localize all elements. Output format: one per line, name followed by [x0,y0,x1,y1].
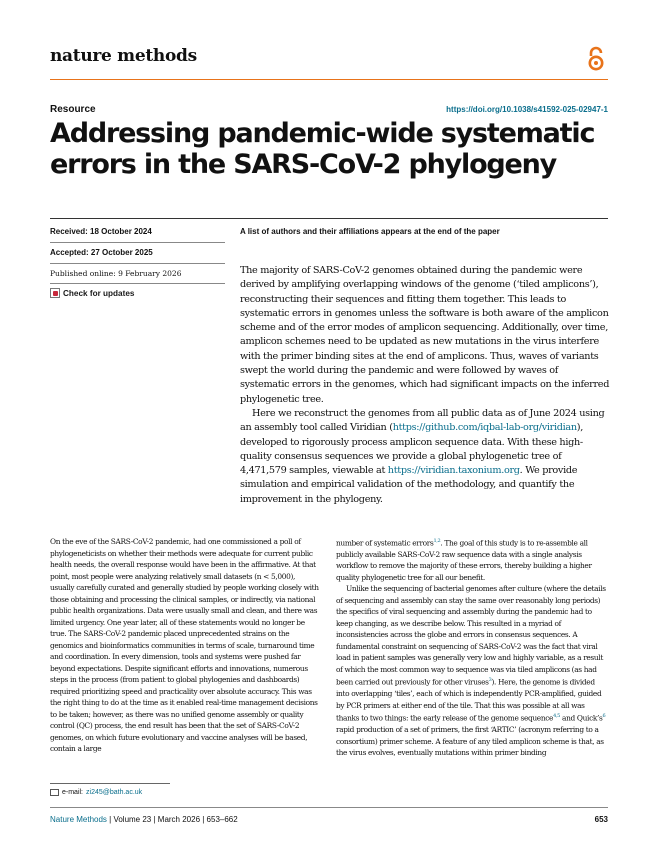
footer-citation [50,815,238,824]
footer-journal-name[interactable]: Nature Methods [50,815,107,824]
article-title: Addressing pandemic-wide systematic errors in the SARS-CoV-2 phylogeny [50,118,595,180]
meta-divider [50,283,225,284]
abstract-text: . We provide simulation and empirical validation of the methodology, and quantify the improvement in the phylogeny. [240,465,578,505]
check-for-updates-button[interactable] [50,288,134,298]
abstract-text: ), developed to rigorously process amplicon sequence data. With these high-quality consensus sequences we provide a global phylogenetic tree of 4,471,579 samples, viewable at [240,422,583,477]
footer-issue: | Volume 23 | March 2026 | 653–662 [106,815,238,824]
citation-link[interactable]: 1,2 [433,538,441,544]
abstract-text: Here we reconstruct the genomes from all public data as of June 2024 using an assembly tool called Viridian ( [240,407,605,434]
body-column-left [50,536,320,755]
doi-link[interactable]: https://doi.org/10.1038/s41592-025-02947-1 [446,105,608,114]
body-text: . The goal of this study is to re-assemble all publicly available SARS-CoV-2 raw sequence data with a single analysis workflow to remove the majority of these errors, thereby building a higher quality phylogenetic tree for all our benefit. [336,538,592,582]
citation-link[interactable]: 4,5 [553,713,561,720]
email-label: e-mail: [62,789,84,796]
article-type: Resource [50,104,96,115]
github-link[interactable]: https://github.com/iqbal-lab-org/viridian [392,422,577,434]
check-for-updates-label: Check for updates [63,288,135,298]
open-access-icon [585,46,607,72]
abstract-paragraph-2 [240,407,610,507]
meta-divider [50,263,225,264]
taxonium-link[interactable]: https://viridian.taxonium.org [387,465,520,477]
body-text: number of systematic errors [336,538,434,548]
body-paragraph [336,536,606,583]
envelope-icon [50,789,59,796]
footer-divider [50,807,608,808]
published-date: Published online: 9 February 2026 [50,269,182,278]
body-text: Unlike the sequencing of bacterial genomes after culture (where the details of sequencing and assembly can stay the same over reasonably long periods) the specifics of viral sequencing and assembly during the pandemic had to keep changing, as we describe below. This resulted in a myriad of inconsistencies across the globe and errors in consensus sequences. A fundamental constraint on sequencing of SARS-CoV-2 was the fact that viral load in patient samples was generally very low and highly variable, as a result of which the most common way to sequence was via tiled amplicons (as had been carried out previously for other viruses [336,584,606,687]
email-link[interactable]: zi245@bath.ac.uk [86,789,143,796]
body-column-right [336,536,606,759]
contact-divider [50,783,170,784]
abstract [240,264,610,507]
authors-note: A list of authors and their affiliations appears at the end of the paper [240,227,500,236]
received-date: Received: 18 October 2024 [50,227,152,236]
body-paragraph: On the eve of the SARS-CoV-2 pandemic, had one commissioned a poll of phylogeneticists on whether their methods were adequate for current public health needs, the overall response would have been in the affirmative. At that point, most people were analyzing relatively small datasets (n < 5,000), usually carefully curated and generally studied by people working closely with those obtaining and processing the clinical samples, or indirectly, via national public health organizations. Data were usually small and clean, and there was limited urgency. One year later, all of these statements would no longer be true. The SARS-CoV-2 pandemic placed unprecedented strains on the genomics and bioinformatics communities in terms of scale, turnaround time and coordination. In every dimension, tools and systems were pushed far beyond expectations. Despite significant efforts and innovations, numerous steps in the process (from patient to global phylogenies and dashboards) required prioritizing speed and practicality over absolute accuracy. This was the right thing to do at the time as it enabled real-time management decisions to be taken; however, as there was no unified genome assembly or quality control (QC) process, the end result has been that the set of SARS-CoV-2 genomes, on which future evolutionary and vaccine analyses will be based, contain a large [50,537,319,753]
body-text: ). Here, the genome is divided into overlapping ‘tiles’, each of which is independently PCR-amplified, guided by PCR primers at either end of the tile. That this was possible at all was thanks to two things: the early release of the genome sequence [336,677,602,723]
body-text: rapid production of a set of primers, the first ‘ARTIC’ (acronym referring to a consortium) primer scheme. A feature of any tiled amplicon scheme is that, as the virus evolves, eventually mutations within primer binding [336,725,604,758]
accepted-date: Accepted: 27 October 2025 [50,248,153,257]
journal-logo[interactable]: nature methods [50,46,197,66]
contact-email [50,789,142,796]
abstract-paragraph-1: The majority of SARS-CoV-2 genomes obtained during the pandemic were derived by amplifying overlapping windows of the genome (‘tiled amplicons’), reconstructing their sequences and fitting them together. This leads to systematic errors in genomes unless the software is both aware of the amplicon scheme and of the error modes of amplicon sequencing. Additionally, over time, amplicon schemes need to be updated as new mutations in the virus interfere with the primer binding sites at the end of amplicons. Thus, waves of variants swept the world during the pandemic and were followed by waves of systematic errors in the genomes, which had significant impacts on the inferred phylogenetic tree. [240,265,610,405]
body-text: and Quick’s [560,713,603,723]
header-divider [50,79,608,80]
meta-divider [50,242,225,243]
page-number: 653 [594,815,608,824]
citation-link[interactable]: 6 [602,713,606,720]
title-divider [50,218,608,219]
citation-link[interactable]: 3 [488,677,492,684]
crossmark-icon [50,288,60,298]
body-paragraph [336,583,606,758]
